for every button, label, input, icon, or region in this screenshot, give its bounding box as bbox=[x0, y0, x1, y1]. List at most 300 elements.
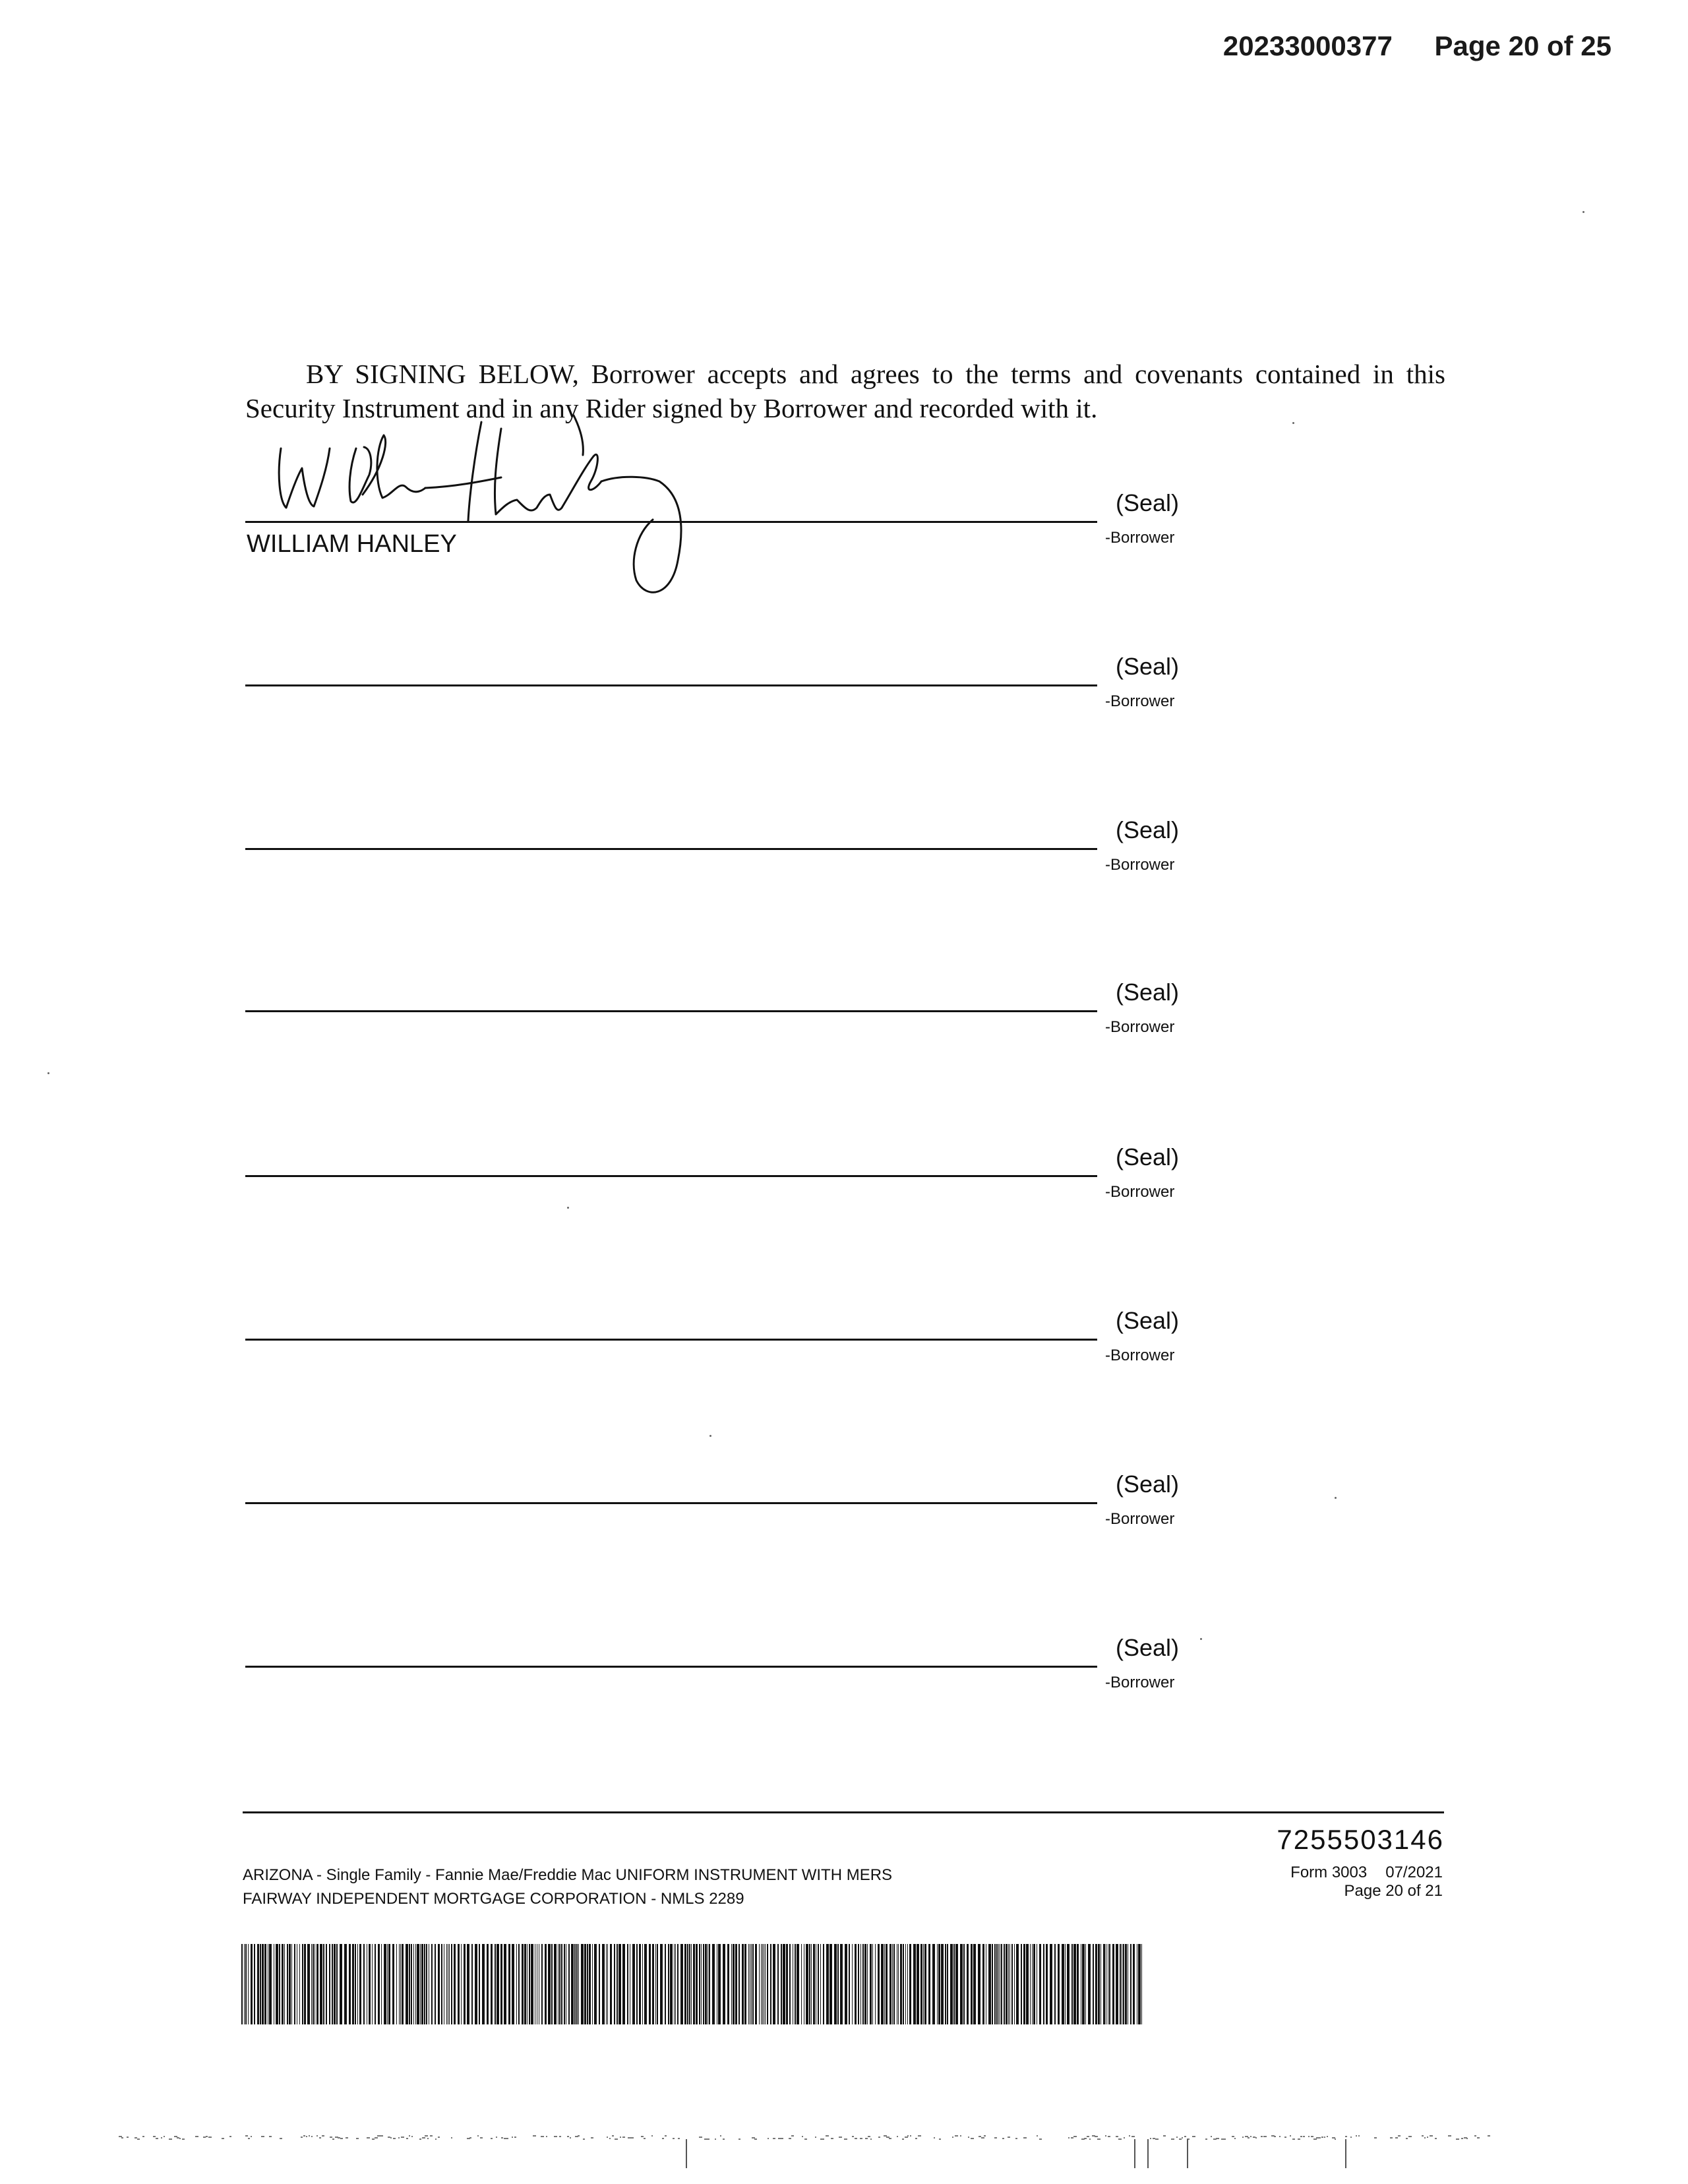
scan-noise bbox=[981, 2137, 984, 2138]
barcode-bar bbox=[795, 1944, 796, 2024]
form-date: 07/2021 bbox=[1385, 1864, 1443, 1881]
scan-noise bbox=[1084, 2138, 1087, 2139]
barcode-bar bbox=[584, 1944, 586, 2024]
signature-line[interactable] bbox=[245, 1010, 1097, 1012]
barcode-bar bbox=[849, 1944, 850, 2024]
barcode-bar bbox=[917, 1944, 919, 2024]
scan-noise bbox=[280, 2138, 282, 2139]
scan-noise bbox=[182, 2138, 185, 2140]
barcode-bar bbox=[855, 1944, 857, 2024]
barcode-bar bbox=[426, 1944, 427, 2024]
scan-noise bbox=[1284, 2137, 1286, 2138]
barcode-bar bbox=[1058, 1944, 1060, 2024]
scan-noise bbox=[1105, 2135, 1106, 2137]
barcode-bar bbox=[1023, 1944, 1025, 2024]
barcode-bar bbox=[279, 1944, 280, 2024]
scan-noise bbox=[641, 2136, 644, 2137]
scan-noise bbox=[411, 2136, 413, 2137]
barcode-bar bbox=[889, 1944, 891, 2024]
barcode-bar bbox=[806, 1944, 808, 2024]
signature-block bbox=[0, 653, 1253, 757]
scan-noise bbox=[939, 2138, 941, 2140]
barcode-bar bbox=[399, 1944, 400, 2024]
scan-noise bbox=[1192, 2136, 1195, 2137]
barcode-bar bbox=[316, 1944, 318, 2024]
scan-noise bbox=[768, 2138, 769, 2139]
scan-noise bbox=[1187, 2139, 1188, 2168]
scan-noise bbox=[1089, 2138, 1091, 2140]
barcode-bar bbox=[251, 1944, 253, 2024]
barcode-bar bbox=[446, 1944, 447, 2024]
scan-noise bbox=[844, 2138, 847, 2140]
barcode-bar bbox=[518, 1944, 520, 2024]
scan-noise bbox=[1179, 2138, 1182, 2140]
barcode-bar bbox=[696, 1944, 698, 2024]
barcode-bar bbox=[269, 1944, 272, 2024]
barcode-bar bbox=[1141, 1944, 1142, 2024]
barcode-bar bbox=[495, 1944, 496, 2024]
barcode-bar bbox=[1088, 1944, 1091, 2024]
barcode-bar bbox=[826, 1944, 829, 2024]
scan-noise bbox=[1108, 2136, 1110, 2137]
barcode-bar bbox=[1095, 1944, 1097, 2024]
scan-noise bbox=[1248, 2137, 1250, 2138]
barcode-bar bbox=[257, 1944, 259, 2024]
scan-noise bbox=[1182, 2137, 1183, 2138]
barcode-bar bbox=[820, 1944, 821, 2024]
scan-noise bbox=[393, 2138, 396, 2139]
scan-noise bbox=[1253, 2137, 1255, 2138]
barcode-bar bbox=[955, 1944, 958, 2024]
barcode-bar bbox=[809, 1944, 810, 2024]
scan-noise bbox=[1255, 2137, 1257, 2138]
barcode-bar bbox=[622, 1944, 625, 2024]
barcode-bar bbox=[606, 1944, 607, 2024]
scan-noise bbox=[422, 2137, 425, 2138]
barcode-bar bbox=[578, 1944, 579, 2024]
barcode-bar bbox=[834, 1944, 837, 2024]
seal-label: (Seal) bbox=[1116, 816, 1180, 843]
scan-noise bbox=[506, 2138, 508, 2139]
barcode-bar bbox=[336, 1944, 338, 2024]
barcode-bar bbox=[858, 1944, 859, 2024]
barcode-bar bbox=[893, 1944, 895, 2024]
scan-noise bbox=[915, 2138, 917, 2139]
scan-noise bbox=[773, 2138, 775, 2139]
barcode-bar bbox=[1130, 1944, 1131, 2024]
scan-noise bbox=[1406, 2138, 1408, 2139]
barcode-bar bbox=[287, 1944, 288, 2024]
barcode-bar bbox=[451, 1944, 452, 2024]
barcode-bar bbox=[329, 1944, 330, 2024]
barcode-bar bbox=[508, 1944, 510, 2024]
barcode-bar bbox=[920, 1944, 922, 2024]
barcode-bar bbox=[748, 1944, 749, 2024]
scan-noise bbox=[1176, 2137, 1178, 2138]
scan-edge-artifacts bbox=[119, 2134, 1503, 2173]
scan-noise bbox=[477, 2135, 479, 2137]
signature-block bbox=[0, 1307, 1253, 1411]
scan-noise bbox=[1118, 2138, 1122, 2140]
barcode-bar bbox=[1073, 1944, 1076, 2024]
barcode-bar bbox=[718, 1944, 721, 2024]
barcode-bar bbox=[614, 1944, 615, 2024]
scan-noise bbox=[1324, 2137, 1325, 2138]
barcode-bar bbox=[284, 1944, 285, 2024]
barcode-bar bbox=[649, 1944, 651, 2024]
scan-noise bbox=[309, 2135, 310, 2137]
barcode-bar bbox=[264, 1944, 266, 2024]
scan-noise bbox=[229, 2136, 231, 2137]
barcode-bar bbox=[967, 1944, 969, 2024]
scan-noise bbox=[662, 2138, 664, 2139]
scan-noise bbox=[1124, 2137, 1125, 2138]
barcode-bar bbox=[475, 1944, 477, 2024]
scan-noise bbox=[496, 2137, 497, 2138]
barcode-bar bbox=[1014, 1944, 1015, 2024]
barcode-bar bbox=[1103, 1944, 1105, 2024]
scan-noise bbox=[738, 2138, 740, 2140]
scan-noise bbox=[723, 2138, 725, 2140]
scan-noise bbox=[1039, 2138, 1042, 2140]
scan-noise bbox=[704, 2138, 707, 2140]
barcode-bar bbox=[1098, 1944, 1100, 2024]
form-page-label: Page 20 of 21 bbox=[1344, 1882, 1443, 1900]
scan-noise bbox=[1155, 2138, 1159, 2140]
scan-noise bbox=[1358, 2135, 1360, 2137]
signing-statement: BY SIGNING BELOW, Borrower accepts and agrees to the terms and covenants contained in this Security Instrument and in any Rider signed by Borrower and recorded with it. bbox=[245, 359, 1445, 423]
signature-line[interactable] bbox=[245, 684, 1097, 686]
barcode-bar bbox=[571, 1944, 574, 2024]
barcode-bar bbox=[421, 1944, 423, 2024]
barcode-bar bbox=[294, 1944, 295, 2024]
seal-label: (Seal) bbox=[1116, 1634, 1180, 1661]
scan-noise bbox=[1095, 2136, 1098, 2137]
barcode-bar bbox=[449, 1944, 450, 2024]
scan-noise bbox=[430, 2135, 433, 2137]
scan-noise bbox=[971, 2138, 974, 2139]
barcode-bar bbox=[900, 1944, 902, 2024]
barcode-bar bbox=[1112, 1944, 1114, 2024]
scan-noise bbox=[1319, 2137, 1321, 2138]
scan-noise bbox=[121, 2137, 123, 2138]
scan-noise bbox=[979, 2136, 981, 2137]
barcode-bar bbox=[770, 1944, 771, 2024]
scan-noise bbox=[1300, 2136, 1302, 2137]
barcode-bar bbox=[735, 1944, 737, 2024]
barcode-bar bbox=[576, 1944, 578, 2024]
scan-noise bbox=[1002, 2138, 1004, 2139]
barcode-bar bbox=[1054, 1944, 1056, 2024]
scan-noise bbox=[248, 2138, 250, 2139]
barcode-bar bbox=[765, 1944, 766, 2024]
borrower-role-label: -Borrower bbox=[1105, 1183, 1175, 1201]
scan-noise bbox=[1313, 2138, 1317, 2140]
barcode-bar bbox=[632, 1944, 635, 2024]
barcode-bar bbox=[254, 1944, 255, 2024]
barcode-bar bbox=[982, 1944, 984, 2024]
scan-noise bbox=[541, 2136, 544, 2137]
barcode-bar bbox=[744, 1944, 746, 2024]
scan-noise bbox=[156, 2138, 158, 2139]
barcode-bar bbox=[581, 1944, 584, 2024]
signature-line[interactable] bbox=[245, 1502, 1097, 1504]
scan-noise bbox=[897, 2136, 898, 2137]
scan-noise bbox=[570, 2137, 571, 2138]
scan-noise bbox=[720, 2135, 721, 2137]
scan-noise bbox=[960, 2135, 961, 2137]
scan-noise bbox=[878, 2137, 880, 2138]
barcode-bar bbox=[687, 1944, 688, 2024]
barcode-bar bbox=[941, 1944, 944, 2024]
barcode-bar bbox=[454, 1944, 456, 2024]
barcode-bar bbox=[973, 1944, 976, 2024]
barcode-bar bbox=[684, 1944, 686, 2024]
borrower-role-label: -Borrower bbox=[1105, 1347, 1175, 1364]
scan-noise bbox=[984, 2135, 986, 2137]
barcode-bar bbox=[738, 1944, 740, 2024]
barcode-bar bbox=[703, 1944, 704, 2024]
barcode-bar bbox=[282, 1944, 284, 2024]
barcode-bar bbox=[1008, 1944, 1009, 2024]
scan-noise bbox=[1068, 2137, 1070, 2138]
barcode-bar bbox=[372, 1944, 373, 2024]
scan-noise bbox=[1427, 2137, 1428, 2138]
footer-form-info bbox=[243, 1864, 892, 1911]
barcode-bar bbox=[402, 1944, 404, 2024]
barcode-bar bbox=[406, 1944, 408, 2024]
scan-noise bbox=[1356, 2135, 1357, 2137]
scan-noise bbox=[435, 2138, 437, 2140]
scan-noise bbox=[375, 2137, 378, 2138]
barcode-bar bbox=[786, 1944, 788, 2024]
scan-noise bbox=[1466, 2138, 1468, 2139]
scan-noise bbox=[1015, 2138, 1017, 2139]
scan-noise bbox=[994, 2137, 997, 2138]
scan-noise bbox=[1424, 2137, 1426, 2138]
scan-noise bbox=[1008, 2137, 1010, 2138]
barcode-bar bbox=[276, 1944, 278, 2024]
scan-noise bbox=[1250, 2136, 1251, 2137]
barcode-bar bbox=[409, 1944, 410, 2024]
borrower-role-label: -Borrower bbox=[1105, 692, 1175, 710]
barcode-bar bbox=[670, 1944, 673, 2024]
barcode-bar bbox=[945, 1944, 946, 2024]
barcode-bar bbox=[733, 1944, 735, 2024]
barcode-bar bbox=[504, 1944, 506, 2024]
barcode-bar bbox=[909, 1944, 911, 2024]
scan-noise bbox=[955, 2135, 958, 2137]
barcode-bar bbox=[996, 1944, 998, 2024]
scan-noise bbox=[1224, 2138, 1226, 2140]
barcode-bar bbox=[675, 1944, 676, 2024]
barcode-bar bbox=[963, 1944, 965, 2024]
barcode-bar bbox=[928, 1944, 930, 2024]
scan-noise bbox=[419, 2138, 421, 2140]
scan-noise bbox=[1345, 2136, 1347, 2137]
scan-noise bbox=[451, 2137, 452, 2138]
barcode-bar bbox=[594, 1944, 597, 2024]
barcode-bar bbox=[913, 1944, 916, 2024]
barcode-bar bbox=[777, 1944, 779, 2024]
scan-noise bbox=[607, 2137, 608, 2138]
barcode-bar bbox=[801, 1944, 802, 2024]
barcode-bar bbox=[1077, 1944, 1079, 2024]
scan-noise bbox=[469, 2137, 471, 2138]
borrower-role-label: -Borrower bbox=[1105, 1510, 1175, 1528]
scan-noise bbox=[546, 2136, 547, 2137]
barcode-bar bbox=[762, 1944, 763, 2024]
scan-noise bbox=[306, 2136, 307, 2137]
barcode-bar bbox=[592, 1944, 593, 2024]
borrower-role-label: -Borrower bbox=[1105, 1674, 1175, 1691]
signature-block bbox=[0, 816, 1253, 921]
barcode-bar bbox=[875, 1944, 876, 2024]
scan-noise bbox=[161, 2137, 162, 2138]
barcode-bar bbox=[458, 1944, 460, 2024]
barcode-bar bbox=[668, 1944, 669, 2024]
barcode-bar bbox=[872, 1944, 873, 2024]
barcode-bar bbox=[903, 1944, 904, 2024]
seal-label: (Seal) bbox=[1116, 1471, 1180, 1498]
scan-noise bbox=[514, 2137, 516, 2138]
scan-noise bbox=[754, 2138, 757, 2140]
scan-noise bbox=[826, 2135, 829, 2137]
barcode-bar bbox=[773, 1944, 775, 2024]
scan-noise bbox=[644, 2138, 646, 2139]
barcode-bar bbox=[1093, 1944, 1094, 2024]
barcode-bar bbox=[568, 1944, 570, 2024]
barcode-bar bbox=[731, 1944, 732, 2024]
scan-noise bbox=[1435, 2138, 1437, 2139]
scan-noise bbox=[831, 2138, 833, 2139]
barcode-bar bbox=[994, 1944, 996, 2024]
barcode-bar bbox=[1021, 1944, 1022, 2024]
barcode-bar bbox=[677, 1944, 678, 2024]
scan-noise bbox=[1303, 2136, 1305, 2137]
scan-noise bbox=[409, 2135, 410, 2137]
barcode-bar bbox=[431, 1944, 433, 2024]
scan-noise bbox=[1292, 2138, 1295, 2140]
barcode-bar bbox=[529, 1944, 530, 2024]
signature-line[interactable] bbox=[245, 521, 1097, 523]
scan-noise bbox=[1184, 2136, 1186, 2137]
barcode-bar bbox=[482, 1944, 485, 2024]
recording-page-label: Page 20 of 25 bbox=[1434, 30, 1612, 61]
scan-noise bbox=[301, 2137, 303, 2138]
barcode-bar bbox=[892, 1944, 893, 2024]
scan-noise bbox=[398, 2137, 400, 2138]
barcode-bar bbox=[355, 1944, 356, 2024]
scan-noise bbox=[153, 2136, 156, 2137]
barcode-bar bbox=[602, 1944, 605, 2024]
barcode-bar bbox=[783, 1944, 785, 2024]
barcode-bar bbox=[705, 1944, 707, 2024]
scan-noise bbox=[177, 2137, 179, 2138]
scan-noise bbox=[620, 2137, 621, 2138]
signature-line[interactable] bbox=[245, 1339, 1097, 1341]
scan-noise bbox=[1279, 2136, 1281, 2137]
scan-noise bbox=[1430, 2135, 1433, 2137]
seal-label: (Seal) bbox=[1116, 489, 1180, 516]
signature-line[interactable] bbox=[245, 848, 1097, 850]
barcode-bar bbox=[627, 1944, 628, 2024]
barcode-bar bbox=[531, 1944, 533, 2024]
scan-noise bbox=[673, 2138, 675, 2139]
barcode-bar bbox=[441, 1944, 442, 2024]
scan-noise bbox=[583, 2138, 585, 2140]
scan-noise bbox=[665, 2135, 667, 2137]
barcode-bar bbox=[524, 1944, 526, 2024]
scan-noise bbox=[1474, 2135, 1476, 2137]
scan-noise bbox=[406, 2138, 408, 2139]
barcode-bar bbox=[349, 1944, 351, 2024]
scan-noise bbox=[390, 2137, 392, 2138]
loan-number: 7255503146 bbox=[1277, 1824, 1444, 1855]
barcode-bar bbox=[811, 1944, 812, 2024]
form-code: Form 3003 bbox=[1290, 1864, 1368, 1881]
barcode-bar bbox=[464, 1944, 466, 2024]
scan-noise bbox=[612, 2135, 614, 2137]
barcode-bar bbox=[400, 1944, 401, 2024]
barcode-bar bbox=[727, 1944, 729, 2024]
barcode-bar bbox=[644, 1944, 647, 2024]
scan-noise bbox=[1263, 2136, 1267, 2137]
barcode-bar bbox=[723, 1944, 725, 2024]
scan-noise bbox=[622, 2137, 625, 2138]
scan-noise bbox=[1234, 2138, 1236, 2139]
seal-label: (Seal) bbox=[1116, 1307, 1180, 1334]
barcode-bar bbox=[1116, 1944, 1118, 2024]
barcode-bar bbox=[878, 1944, 880, 2024]
signature-line[interactable] bbox=[245, 1666, 1097, 1668]
barcode-bar bbox=[1100, 1944, 1101, 2024]
barcode-bar bbox=[988, 1944, 991, 2024]
scan-noise bbox=[203, 2137, 206, 2138]
barcode-bar bbox=[1033, 1944, 1035, 2024]
barcode-bar bbox=[837, 1944, 839, 2024]
scan-noise bbox=[905, 2137, 908, 2138]
barcode-bar bbox=[898, 1944, 899, 2024]
scan-noise bbox=[1311, 2136, 1313, 2137]
recording-number: 20233000377 bbox=[1222, 30, 1393, 61]
scan-noise bbox=[332, 2138, 334, 2140]
barcode-bar bbox=[813, 1944, 815, 2024]
scan-noise bbox=[778, 2138, 781, 2139]
scan-noise bbox=[884, 2135, 887, 2137]
scan-noise bbox=[823, 2138, 824, 2140]
barcode-bar bbox=[870, 1944, 872, 2024]
scan-noise bbox=[1408, 2136, 1412, 2137]
barcode-bar bbox=[618, 1944, 621, 2024]
scan-noise bbox=[910, 2135, 911, 2137]
scan-noise bbox=[356, 2138, 359, 2139]
scan-noise bbox=[319, 2137, 321, 2138]
barcode-bar bbox=[396, 1944, 397, 2024]
signature-line[interactable] bbox=[245, 1175, 1097, 1177]
barcode-bar bbox=[545, 1944, 547, 2024]
borrower-role-label: -Borrower bbox=[1105, 856, 1175, 874]
barcode-bar bbox=[500, 1944, 502, 2024]
scan-noise bbox=[401, 2137, 404, 2138]
scan-noise bbox=[615, 2138, 618, 2140]
barcode-bar bbox=[829, 1944, 832, 2024]
scan-noise bbox=[559, 2136, 561, 2137]
barcode-bar bbox=[541, 1944, 543, 2024]
barcode-bar bbox=[923, 1944, 924, 2024]
barcode-bar bbox=[852, 1944, 853, 2024]
scan-noise bbox=[222, 2138, 224, 2139]
